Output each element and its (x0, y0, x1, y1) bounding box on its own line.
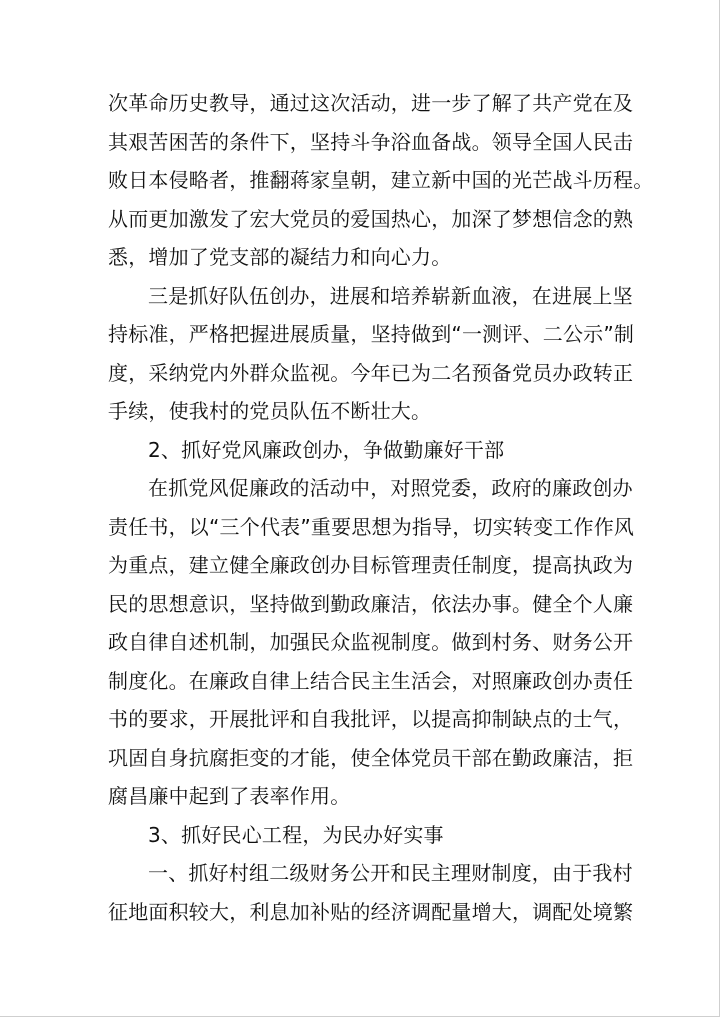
text-line: 次革命历史教导，通过这次活动，进一步了解了共产党在及 (108, 91, 634, 115)
text-line: 度，采纳党内外群众监视。今年已为二名预备党员办政转正 (108, 360, 634, 385)
text-line: 从而更加激发了宏大党员的爱国热心，加深了梦想信念的熟 (108, 206, 634, 231)
text-line: 持标准，严格把握进展质量，坚持做到“一测评、二公示”制 (108, 322, 635, 346)
text-line: 败日本侵略者，推翻蒋家皇朝，建立新中国的光芒战斗历程。 (108, 168, 654, 192)
text-line: 悉，增加了党支部的凝结力和向心力。 (108, 245, 452, 269)
text-line: 腐昌廉中起到了表率作用。 (108, 784, 351, 808)
text-line: 责任书，以“三个代表”重要思想为指导，切实转变工作作风 (108, 514, 635, 539)
section-heading: 2、抓好党风廉政创办，争做勤廉好干部 (148, 437, 505, 462)
text-line: 书的要求，开展批评和自我批评，以提高抑制缺点的士气， (108, 707, 634, 731)
text-line: 民的思想意识，坚持做到勤政廉洁，依法办事。健全个人廉 (108, 591, 634, 616)
text-line: 制度化。在廉政自律上结合民主生活会，对照廉政创办责任 (108, 668, 634, 693)
section-heading: 3、抓好民心工程，为民办好实事 (148, 822, 444, 847)
paragraph-first-line: 一、抓好村组二级财务公开和民主理财制度，由于我村 (148, 861, 633, 885)
text-line: 为重点，建立健全廉政创办目标管理责任制度，提高执政为 (108, 553, 634, 577)
paragraph-first-line: 三是抓好队伍创办，进展和培养崭新血液，在进展上坚 (148, 283, 633, 308)
document-body (108, 84, 654, 931)
text-line: 巩固自身抗腐拒变的才能，使全体党员干部在勤政廉洁，拒 (108, 745, 634, 770)
text-line: 手续，使我村的党员队伍不断壮大。 (108, 399, 432, 423)
text-line: 政自律自述机制，加强民众监视制度。做到村务、财务公开 (108, 630, 634, 654)
text-line: 其艰苦困苦的条件下，坚持斗争浴血备战。领导全国人民击 (108, 129, 634, 154)
paragraph-first-line: 在抓党风促廉政的活动中，对照党委，政府的廉政创办 (148, 476, 633, 500)
text-line: 征地面积较大，利息加补贴的经济调配量增大，调配处境繁 (108, 899, 634, 924)
